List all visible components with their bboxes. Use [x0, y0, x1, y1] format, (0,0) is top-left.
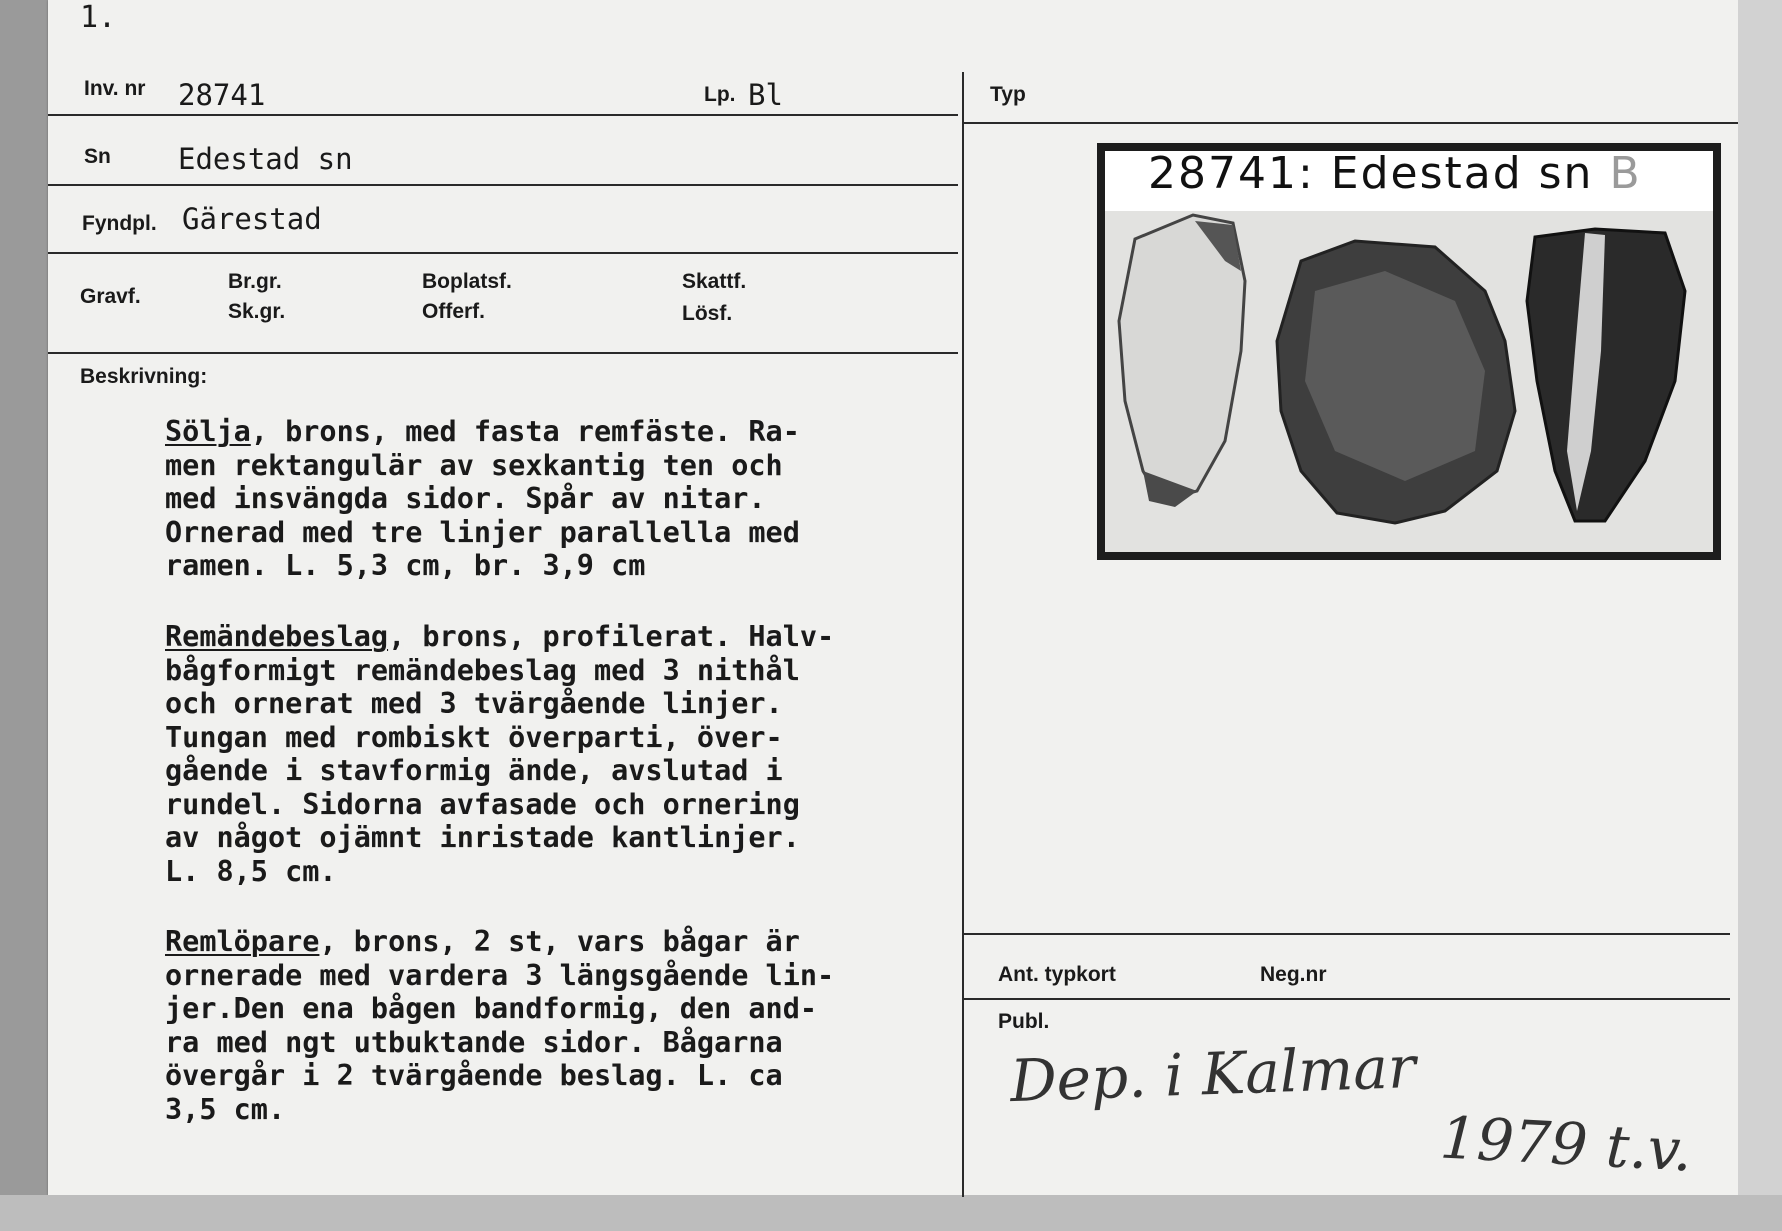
description-line: , brons, profilerat. Halv- — [388, 620, 835, 653]
description-line: rundel. Sidorna avfasade och ornering — [165, 787, 800, 821]
photo-label — [1148, 148, 1642, 199]
inv-value: 28741 — [178, 78, 266, 112]
offerf-label: Offerf. — [422, 300, 485, 323]
description-line: och ornerat med 3 tvärgående linjer. — [165, 687, 783, 720]
description-line: , brons, med fasta remfäste. Ra- — [250, 415, 800, 448]
brgr-label: Br.gr. — [228, 270, 282, 293]
lp-label: Lp. — [704, 83, 736, 106]
row-line-ant-typkort — [962, 933, 1730, 935]
sn-value: Edestad sn — [178, 142, 353, 176]
handwritten-note-line-2: 1979 t.v. — [1438, 1103, 1694, 1185]
description-line: Ornerad med tre linjer parallella med — [165, 515, 800, 549]
fyndpl-value: Gärestad — [182, 202, 322, 236]
typ-label: Typ — [990, 83, 1026, 106]
neg-nr-label: Neg.nr — [1260, 963, 1327, 986]
ant-typkort-label: Ant. typkort — [998, 963, 1116, 986]
description-line: ornerade med vardera 3 längsgående lin- — [165, 958, 835, 992]
lp-value: Bl — [748, 78, 783, 112]
skgr-label: Sk.gr. — [228, 300, 286, 323]
flint-artifacts-image — [1105, 151, 1713, 552]
description-paragraph-2 — [165, 620, 834, 888]
beskrivning-label: Beskrivning: — [80, 365, 208, 388]
column-divider — [962, 72, 964, 1197]
row-line-fyndpl — [48, 252, 958, 254]
fyndpl-label: Fyndpl. — [82, 212, 157, 235]
row-line-typ — [962, 122, 1738, 124]
boplatsf-label: Boplatsf. — [422, 270, 512, 293]
description-title-1: Sölja — [165, 415, 251, 448]
artifact-photo — [1097, 143, 1721, 560]
skattf-label: Skattf. — [682, 270, 747, 293]
photo-label-faint: B — [1609, 148, 1642, 199]
photo-label-main: 28741: Edestad sn — [1148, 148, 1594, 199]
description-line: gående i stavformig ände, avslutad i — [165, 754, 783, 787]
row-line-gravf — [48, 352, 958, 354]
row-line-sn — [48, 184, 958, 186]
scan-edge-right — [1738, 0, 1782, 1231]
row-line-inv — [48, 114, 958, 116]
description-line: L. 8,5 cm. — [165, 854, 337, 888]
inv-label: Inv. nr — [84, 77, 146, 100]
description-line: av något ojämnt inristade kantlinjer. — [165, 821, 800, 854]
description-line: med insvängda sidor. Spår av nitar. — [165, 482, 766, 515]
corner-number: 1. — [80, 0, 117, 35]
description-line: ramen. L. 5,3 cm, br. 3,9 cm — [165, 549, 646, 582]
description-title-3: Remlöpare — [165, 925, 320, 958]
description-line: Tungan med rombiskt överparti, över- — [165, 720, 783, 754]
description-line: 3,5 cm. — [165, 1092, 286, 1126]
description-line: men rektangulär av sexkantig ten och — [165, 448, 783, 482]
description-line: , brons, 2 st, vars bågar är — [319, 925, 800, 958]
scan-edge-bottom — [0, 1195, 1782, 1231]
description-line: bågformigt remändebeslag med 3 nithål — [165, 653, 800, 687]
losf-label: Lösf. — [682, 302, 733, 325]
description-paragraph-1 — [165, 415, 800, 583]
sn-label: Sn — [84, 145, 111, 168]
photo-background — [1105, 151, 1713, 552]
description-line: övergår i 2 tvärgående beslag. L. ca — [165, 1059, 783, 1092]
gravf-label: Gravf. — [80, 285, 141, 308]
description-title-2: Remändebeslag — [165, 620, 389, 653]
description-paragraph-3 — [165, 925, 834, 1126]
handwritten-note-line-1: Dep. i Kalmar — [1008, 1032, 1417, 1116]
row-line-publ — [962, 998, 1730, 1000]
publ-label: Publ. — [998, 1010, 1050, 1033]
description-line: jer.Den ena bågen bandformig, den and- — [165, 992, 818, 1025]
description-line: ra med ngt utbuktande sidor. Bågarna — [165, 1025, 783, 1059]
